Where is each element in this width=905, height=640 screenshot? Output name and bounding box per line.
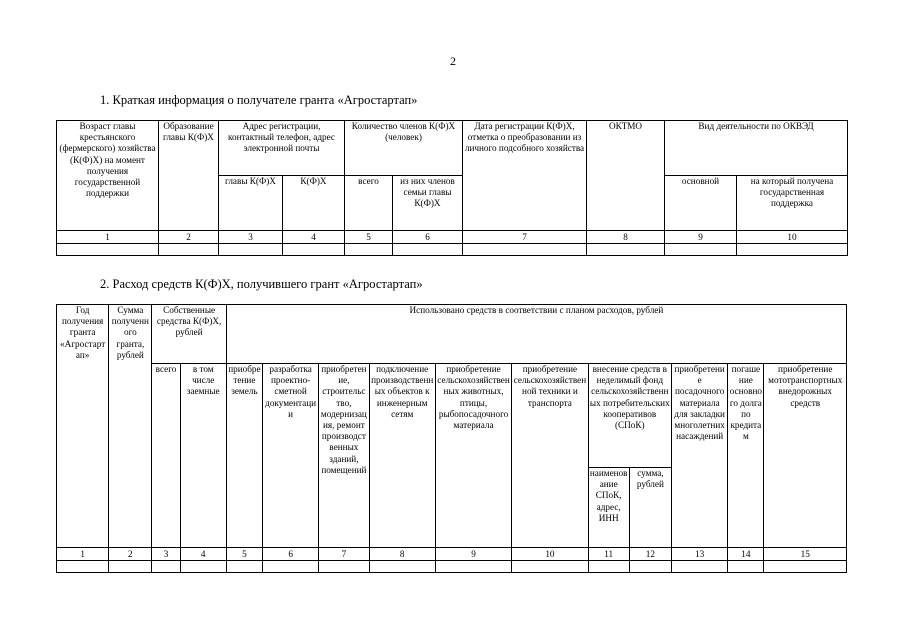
header-activity-main: основной xyxy=(665,176,737,231)
header-activity: Вид деятельности по ОКВЭД xyxy=(665,121,848,176)
data-cell[interactable] xyxy=(57,561,109,573)
header-address: Адрес регистрации, контактный телефон, адрес электронной почты xyxy=(219,121,345,176)
col-number: 6 xyxy=(262,548,318,561)
header-loan: погашение основного долга по кредитам xyxy=(728,364,764,548)
data-cell[interactable] xyxy=(665,244,737,256)
header-machinery: приобретение сельскохозяйственной техники и транспорта xyxy=(512,364,588,548)
data-cell[interactable] xyxy=(283,244,345,256)
data-cell[interactable] xyxy=(728,561,764,573)
expenses-table xyxy=(56,304,847,573)
data-cell[interactable] xyxy=(345,244,393,256)
col-number: 1 xyxy=(57,548,109,561)
header-engineering: подключение производственных объектов к инженерным сетям xyxy=(369,364,435,548)
col-number: 6 xyxy=(393,231,463,244)
header-coop: внесение средств в неделимый фонд сельскохозяйственных потребительских кооперативов (СПоК) xyxy=(588,364,671,468)
col-number: 3 xyxy=(219,231,283,244)
header-year: Год получения гранта «Агростартап» xyxy=(57,305,109,548)
col-number: 10 xyxy=(512,548,588,561)
header-address-head: главы К(Ф)Х xyxy=(219,176,283,231)
data-cell[interactable] xyxy=(463,244,587,256)
col-number: 13 xyxy=(672,548,728,561)
col-number: 3 xyxy=(152,548,180,561)
data-cell[interactable] xyxy=(629,561,671,573)
data-cell[interactable] xyxy=(588,561,629,573)
data-cell[interactable] xyxy=(109,561,152,573)
data-cell[interactable] xyxy=(512,561,588,573)
col-number: 4 xyxy=(283,231,345,244)
data-cell[interactable] xyxy=(672,561,728,573)
header-grant-sum: Сумма полученного гранта, рублей xyxy=(109,305,152,548)
section2-title: 2. Расход средств К(Ф)Х, получившего грант «Агростартап» xyxy=(100,277,423,291)
col-number: 7 xyxy=(319,548,369,561)
col-number: 11 xyxy=(588,548,629,561)
header-animals: приобретение сельскохозяйственных животных, птицы, рыбопосадочного материала xyxy=(435,364,511,548)
section1-title: 1. Краткая информация о получателе гранта «Агростартап» xyxy=(100,93,418,107)
data-cell[interactable] xyxy=(435,561,511,573)
data-cell[interactable] xyxy=(393,244,463,256)
header-education: Образование главы К(Ф)Х xyxy=(159,121,219,231)
col-number: 5 xyxy=(226,548,262,561)
col-number: 7 xyxy=(463,231,587,244)
header-construction: приобретение, строительство, модернизация, ремонт производственных зданий, помещений xyxy=(319,364,369,548)
header-own-total: всего xyxy=(152,364,180,548)
col-number: 9 xyxy=(435,548,511,561)
header-planting: приобретение посадочного материала для закладки многолетних насаждений xyxy=(672,364,728,548)
data-cell[interactable] xyxy=(180,561,226,573)
header-address-farm: К(Ф)Х xyxy=(283,176,345,231)
data-cell[interactable] xyxy=(152,561,180,573)
data-cell[interactable] xyxy=(226,561,262,573)
header-vehicles: приобретение мототранспортных внедорожных средств xyxy=(764,364,847,548)
col-number: 5 xyxy=(345,231,393,244)
col-number: 15 xyxy=(764,548,847,561)
col-number: 1 xyxy=(57,231,159,244)
data-cell[interactable] xyxy=(262,561,318,573)
data-cell[interactable] xyxy=(587,244,665,256)
recipient-info-table xyxy=(56,120,848,256)
page-number: 2 xyxy=(450,54,456,68)
header-members: Количество членов К(Ф)Х (человек) xyxy=(345,121,463,176)
data-cell[interactable] xyxy=(764,561,847,573)
col-number: 9 xyxy=(665,231,737,244)
data-cell[interactable] xyxy=(737,244,848,256)
header-own-funds: Собственные средства К(Ф)Х, рублей xyxy=(152,305,226,364)
data-cell[interactable] xyxy=(159,244,219,256)
header-members-family: из них членов семьи главы К(Ф)Х xyxy=(393,176,463,231)
data-cell[interactable] xyxy=(319,561,369,573)
col-number: 8 xyxy=(587,231,665,244)
header-coop-sum: сумма, рублей xyxy=(629,468,671,548)
col-number: 14 xyxy=(728,548,764,561)
data-cell[interactable] xyxy=(369,561,435,573)
header-land: приобретение земель xyxy=(226,364,262,548)
header-reg-date: Дата регистрации К(Ф)Х, отметка о преобразовании из личного подсобного хозяйства xyxy=(463,121,587,231)
data-cell[interactable] xyxy=(57,244,159,256)
col-number: 10 xyxy=(737,231,848,244)
header-coop-name: наименование СПоК, адрес, ИНН xyxy=(588,468,629,548)
header-activity-supported: на который получена государственная поддержка xyxy=(737,176,848,231)
header-age: Возраст главы крестьянского (фермерского) хозяйства (К(Ф)Х) на момент получения государственной поддержки xyxy=(57,121,159,231)
col-number: 8 xyxy=(369,548,435,561)
header-design: разработка проектно-сметной документации xyxy=(262,364,318,548)
header-members-total: всего xyxy=(345,176,393,231)
header-own-borrowed: в том числе заемные xyxy=(180,364,226,548)
header-oktmo: ОКТМО xyxy=(587,121,665,231)
col-number: 4 xyxy=(180,548,226,561)
data-cell[interactable] xyxy=(219,244,283,256)
col-number: 12 xyxy=(629,548,671,561)
col-number: 2 xyxy=(159,231,219,244)
header-used-funds: Использовано средств в соответствии с планом расходов, рублей xyxy=(226,305,846,364)
col-number: 2 xyxy=(109,548,152,561)
